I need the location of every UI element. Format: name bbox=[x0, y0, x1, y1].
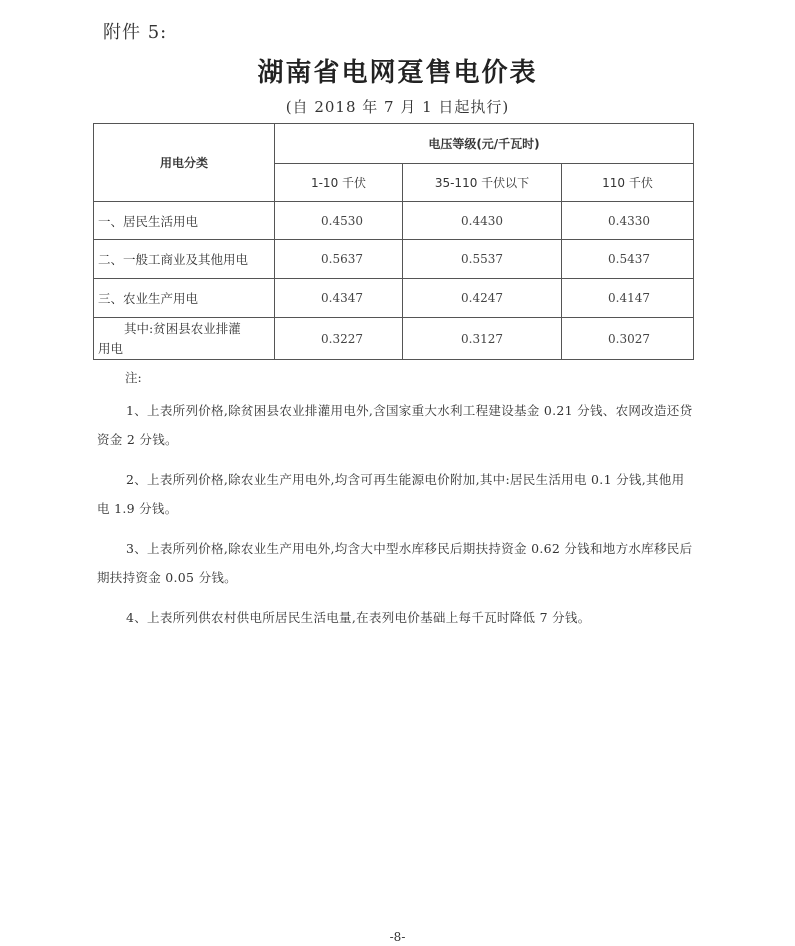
page-number: -8- bbox=[389, 930, 406, 944]
price-cell: 0.4430 bbox=[403, 202, 562, 240]
note-item: 3、上表所列价格,除农业生产用电外,均含大中型水库移民后期扶持资金 0.62 分钱和地方水库移民后期扶持资金 0.05 分钱。 bbox=[97, 541, 693, 585]
note-item: 1、上表所列价格,除贫困县农业排灌用电外,含国家重大水利工程建设基金 0.21 分钱、农网改造还贷资金 2 分钱。 bbox=[97, 403, 693, 447]
row-category: 三、农业生产用电 bbox=[94, 279, 275, 318]
price-cell: 0.4330 bbox=[562, 202, 694, 240]
price-cell: 0.3027 bbox=[562, 318, 694, 360]
notes-heading: 注: bbox=[125, 370, 142, 385]
voltage-level-2: 35-110 千伏以下 bbox=[403, 164, 562, 202]
price-cell: 0.5437 bbox=[562, 240, 694, 279]
price-cell: 0.4530 bbox=[275, 202, 403, 240]
row-category: 二、一般工商业及其他用电 bbox=[94, 240, 275, 279]
table-row bbox=[94, 202, 694, 240]
row-category-line1: 其中:贫困县农业排灌 bbox=[124, 320, 241, 336]
table-row bbox=[94, 318, 694, 360]
price-cell: 0.5537 bbox=[403, 240, 562, 279]
price-cell: 0.4347 bbox=[275, 279, 403, 318]
price-cell: 0.5637 bbox=[275, 240, 403, 279]
effective-date: (自 2018 年 7 月 1 日起执行) bbox=[285, 98, 510, 116]
table-row bbox=[94, 279, 694, 318]
page-title: 湖南省电网趸售电价表 bbox=[257, 58, 538, 88]
category-header: 用电分类 bbox=[94, 124, 275, 202]
note-item: 2、上表所列价格,除农业生产用电外,均含可再生能源电价附加,其中:居民生活用电 0.1 分钱,其他用电 1.9 分钱。 bbox=[97, 472, 685, 516]
price-cell: 0.3227 bbox=[275, 318, 403, 360]
row-category-line2: 用电 bbox=[98, 340, 124, 356]
price-table bbox=[93, 123, 694, 360]
price-cell: 0.3127 bbox=[403, 318, 562, 360]
price-cell: 0.4247 bbox=[403, 279, 562, 318]
notes bbox=[97, 368, 697, 643]
voltage-level-1: 1-10 千伏 bbox=[275, 164, 403, 202]
price-cell: 0.4147 bbox=[562, 279, 694, 318]
row-category: 一、居民生活用电 bbox=[94, 202, 275, 240]
voltage-header: 电压等级(元/千瓦时) bbox=[275, 124, 694, 164]
voltage-level-3: 110 千伏 bbox=[562, 164, 694, 202]
row-category bbox=[94, 318, 275, 360]
table-row bbox=[94, 240, 694, 279]
note-item: 4、上表所列供农村供电所居民生活电量,在表列电价基础上每千瓦时降低 7 分钱。 bbox=[126, 610, 591, 625]
attachment-label: 附件 5: bbox=[103, 22, 168, 43]
